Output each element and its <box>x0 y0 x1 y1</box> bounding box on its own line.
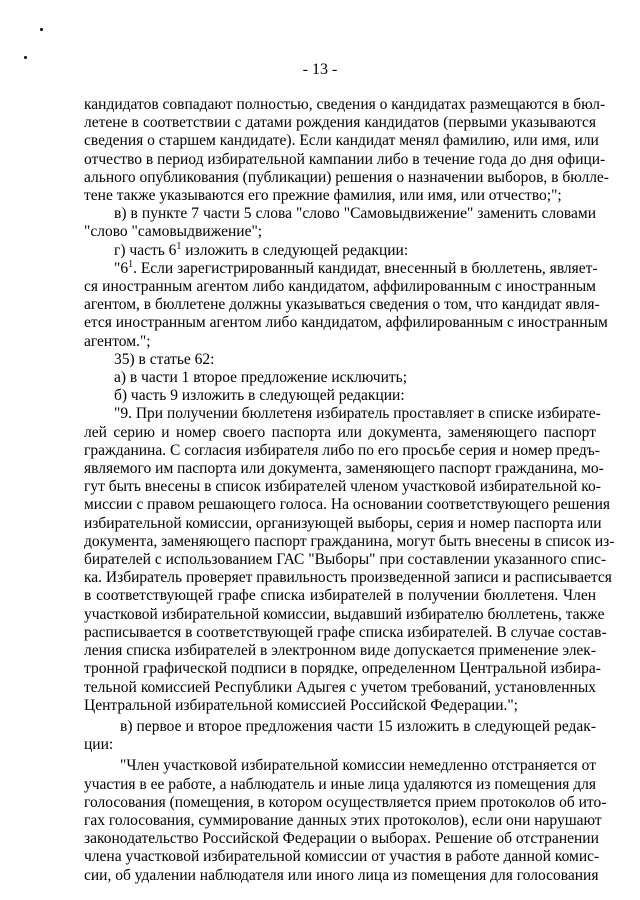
text-line <box>84 660 601 678</box>
text-line-content: члена участковой избирательной комиссии от участия в работе данной комис- <box>84 848 600 866</box>
text-line-content: гах голосования, суммирование данных этих протоколов), если они нарушают <box>84 811 602 829</box>
text-line <box>84 830 599 848</box>
text-line <box>84 551 607 569</box>
text-line <box>84 514 602 533</box>
text-line-content: ка. Избиратель проверяет правильность произведенной записи и расписывается <box>84 569 612 587</box>
text-line <box>84 569 612 587</box>
text-line <box>84 605 605 624</box>
text-line <box>84 405 601 423</box>
text-line-content: 35) в статье 62: <box>114 350 215 368</box>
text-line-content: миссии с правом решающего голоса. На основании соответствующего решения <box>84 496 611 514</box>
text-line-content: "Член участковой избирательной комиссии немедленно отстраняется от <box>120 757 596 775</box>
text-line-content: ся иностранным агентом либо кандидатом, аффилированным с иностранным <box>84 278 596 296</box>
text-line-content: гражданина. С согласия избирателя либо по его просьбе серия и номер предъ- <box>84 441 600 459</box>
text-line-content: являемого им паспорта или документа, заменяющего паспорт гражданина, мо- <box>84 460 604 478</box>
text-line-content: Центральной избирательной комиссией Российской Федерации."; <box>84 696 518 714</box>
text-line-content: а) в части 1 второе предложение исключить; <box>114 369 408 387</box>
text-line <box>84 460 604 478</box>
text-line-content: кандидатов совпадают полностью, сведения о кандидатах размещаются в бюл- <box>84 96 606 113</box>
text-line <box>84 369 596 387</box>
document-body <box>84 96 615 885</box>
text-line-content: избирательной комиссии, организующей выборы, серия и номер паспорта или <box>84 514 602 532</box>
text-line <box>84 168 609 187</box>
superscript: 1 <box>128 258 134 270</box>
text-line-content: бирателей с использованием ГАС "Выборы" при составлении указанного спис- <box>84 551 607 569</box>
text-line-content: агентом."; <box>84 332 151 350</box>
text-line-content: "9. При получении бюллетеня избиратель проставляет в списке избирате- <box>114 405 601 423</box>
text-line-content: б) часть 9 изложить в следующей редакции: <box>114 387 405 405</box>
text-line-content: сведения о старшем кандидате). Если кандидат менял фамилию, или имя, или <box>84 132 599 150</box>
text-line <box>84 441 600 460</box>
text-line-content: ется иностранным агентом либо кандидатом, аффилированным с иностранным <box>84 314 608 332</box>
text-line <box>84 532 615 551</box>
text-line-content: в соответствующей графе списка избирателей в получении бюллетеня. Член <box>84 587 596 605</box>
text-line-content: участковой избирательной комиссии, выдавший избирателю бюллетень, также <box>84 605 605 623</box>
text-line <box>84 223 596 241</box>
text-line <box>84 333 596 351</box>
text-line <box>84 424 596 442</box>
text-line-content: расписывается в соответствующей графе списка избирателей. В случае состав- <box>84 623 607 641</box>
text-line-content: в) первое и второе предложения части 15 изложить в следующей редак- <box>120 717 596 735</box>
text-line <box>84 623 607 642</box>
text-line <box>84 351 596 369</box>
text-line-content: тельной комиссией Республики Адыгея с учетом требований, установленных <box>84 678 596 696</box>
text-line-content: гут быть внесены в список избирателей членом участковой избирательной ко- <box>84 478 601 496</box>
text-line <box>84 736 596 754</box>
text-line-content: в) в пункте 7 части 5 слова "слово "Самовыдвижение" заменить словами <box>114 205 596 223</box>
text-line <box>84 793 607 812</box>
text-line <box>84 387 596 405</box>
text-line-content: сии, об удалении наблюдателя или иного лица из помещения для голосования <box>84 866 599 884</box>
text-line <box>84 811 602 830</box>
text-line-content: ального опубликования (публикации) решения о назначении выборов, в бюлле- <box>84 168 609 186</box>
text-line-content: летене в соответствии с датами рождения кандидатов (первыми указываются <box>84 114 596 132</box>
text-line-content: голосования (помещения, в котором осуществляется прием протоколов об ито- <box>84 793 607 811</box>
text-line-content: законодательство Российской Федерации о выборах. Решение об отстранении <box>84 830 599 848</box>
text-line-content: тронной графической подписи в порядке, определенном Центральной избира- <box>84 660 601 678</box>
text-line <box>84 314 608 332</box>
text-line <box>84 757 596 775</box>
scan-speck-bottom <box>24 56 27 59</box>
text-line <box>84 718 596 736</box>
text-line-content: документа, заменяющего паспорт гражданина, могут быть внесены в список из- <box>84 532 615 550</box>
scan-speck-top <box>40 28 43 31</box>
text-line-content: ции: <box>84 736 114 754</box>
text-line-content: лей серию и номер своего паспорта или документа, заменяющего паспорт <box>84 423 596 441</box>
text-line <box>84 848 600 866</box>
text-line <box>84 478 601 496</box>
text-line <box>84 132 599 150</box>
text-line-content: ления списка избирателей в электронном виде допускается применение элек- <box>84 642 596 660</box>
text-line <box>84 496 611 514</box>
text-line-tail: . Если зарегистрированный кандидат, внесенный в бюллетень, являет- <box>133 259 598 277</box>
text-line-content: участия в ее работе, а наблюдатель и иные лица удаляются из помещения для <box>84 775 596 793</box>
text-line-content: агентом, в бюллетене должны указываться сведения о том, что кандидат явля- <box>84 296 600 314</box>
text-line <box>84 242 596 260</box>
text-line <box>84 96 606 114</box>
text-line <box>84 642 596 660</box>
text-line <box>84 587 596 605</box>
text-line-content: г) часть 6 <box>114 241 177 259</box>
text-line <box>84 866 599 885</box>
text-line <box>84 205 596 223</box>
text-line <box>84 697 596 715</box>
text-line <box>84 679 596 697</box>
text-line <box>84 296 600 314</box>
text-line <box>84 260 596 278</box>
text-line <box>84 114 596 132</box>
text-line-tail: изложить в следующей редакции: <box>181 241 409 259</box>
superscript: 1 <box>176 240 182 252</box>
text-line <box>84 278 596 296</box>
text-line <box>84 187 596 205</box>
text-line <box>84 776 596 794</box>
page-number: - 13 - <box>302 61 338 78</box>
text-line-content: отчество в период избирательной кампании либо в течение года до дня офици- <box>84 150 606 168</box>
text-line-content: "6 <box>114 259 129 277</box>
text-line <box>84 150 606 169</box>
text-line-content: "слово "самовыдвижение"; <box>84 223 263 241</box>
text-line-content: тене также указываются его прежние фамилия, или имя, или отчество;"; <box>84 187 562 205</box>
